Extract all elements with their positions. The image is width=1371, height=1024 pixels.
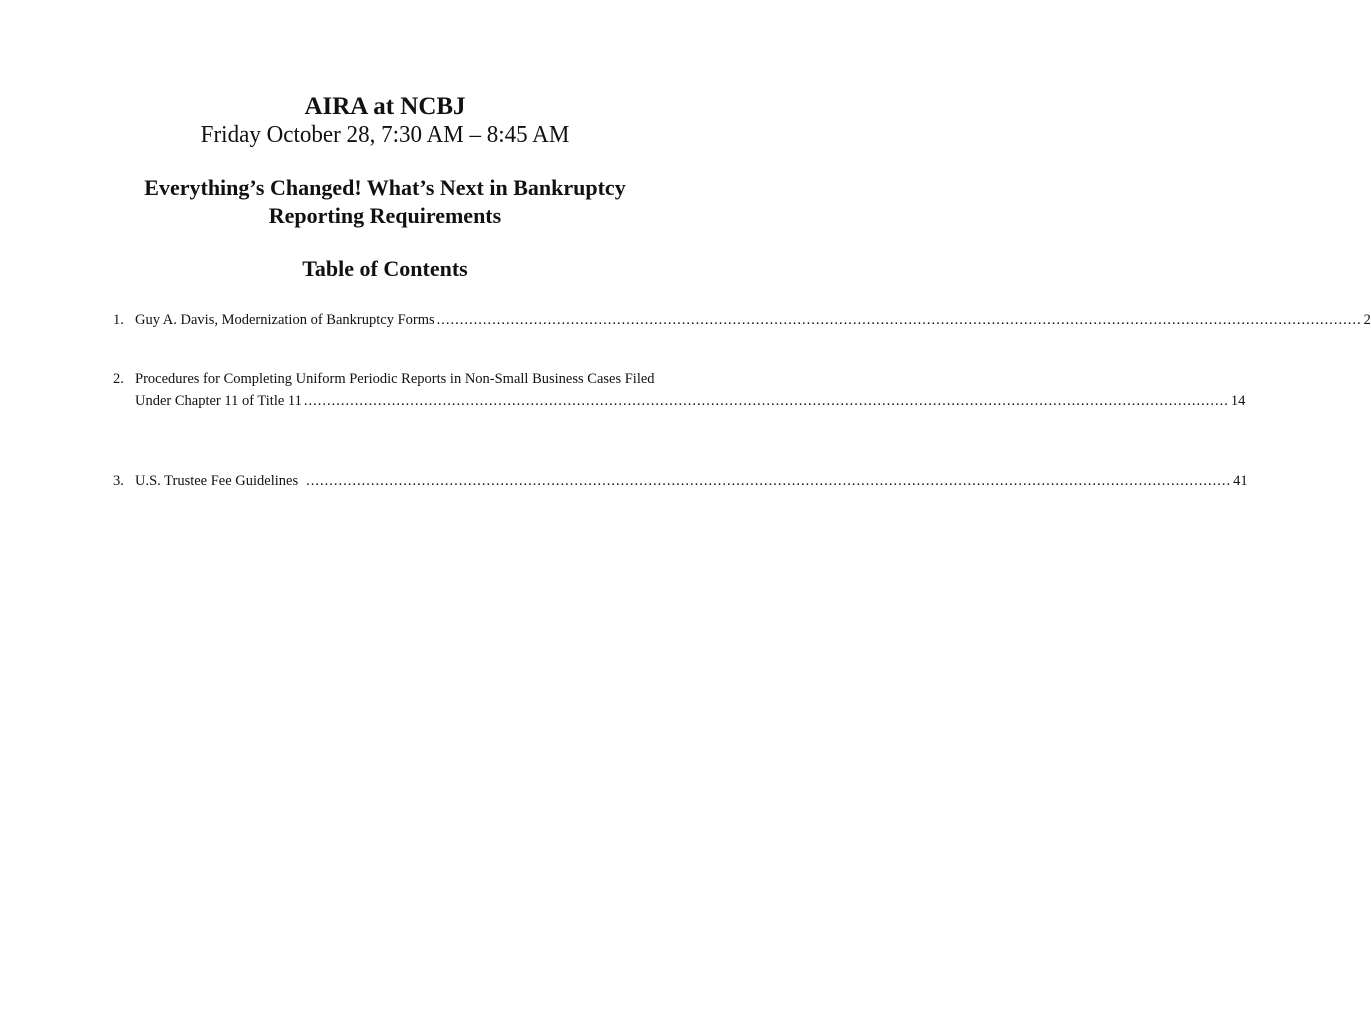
toc-entry-body — [135, 309, 1371, 331]
session-headline — [0, 174, 770, 230]
toc-entry-page: 2 — [1363, 312, 1371, 328]
toc-entry-line — [135, 470, 1248, 492]
toc-entry-number: 3. — [113, 473, 124, 489]
headline-line-1: Everything’s Changed! What’s Next in Bankruptcy — [144, 175, 626, 200]
toc-entry-title-line-2: Under Chapter 11 of Title 11 — [135, 393, 302, 409]
toc-entry-number: 2. — [113, 371, 124, 387]
toc-entry[interactable] — [113, 470, 1248, 492]
toc-entry-title: Guy A. Davis, Modernization of Bankruptcy Forms — [135, 312, 435, 328]
session-time: Friday October 28, 7:30 AM – 8:45 AM — [200, 122, 570, 148]
toc-entry-page: 41 — [1233, 473, 1248, 489]
toc-leader-dots: ........................................................................................................................................................................................................ — [436, 312, 1362, 328]
toc-entry-title: U.S. Trustee Fee Guidelines — [135, 473, 299, 489]
toc-entry-title-line-1: Procedures for Completing Uniform Periodic Reports in Non-Small Business Cases Filed — [135, 371, 655, 387]
headline-line-2: Reporting Requirements — [268, 203, 502, 228]
toc-leader-dots: ........................................................................................................................................................................................................ — [306, 473, 1232, 489]
toc-entry[interactable] — [113, 368, 1246, 412]
toc-entry-body — [135, 368, 1245, 412]
toc-entry-line — [135, 309, 1371, 331]
toc-entry-body — [135, 470, 1248, 492]
toc-entry-page: 14 — [1230, 393, 1246, 409]
toc-entry-line — [135, 390, 1245, 412]
toc-heading: Table of Contents — [302, 256, 468, 281]
toc-entry-number: 1. — [113, 312, 124, 328]
toc-leader-dots: ........................................................................................................................................................................................................ — [303, 393, 1229, 409]
toc-entry[interactable] — [113, 309, 1371, 331]
document-title: AIRA at NCBJ — [304, 93, 466, 120]
